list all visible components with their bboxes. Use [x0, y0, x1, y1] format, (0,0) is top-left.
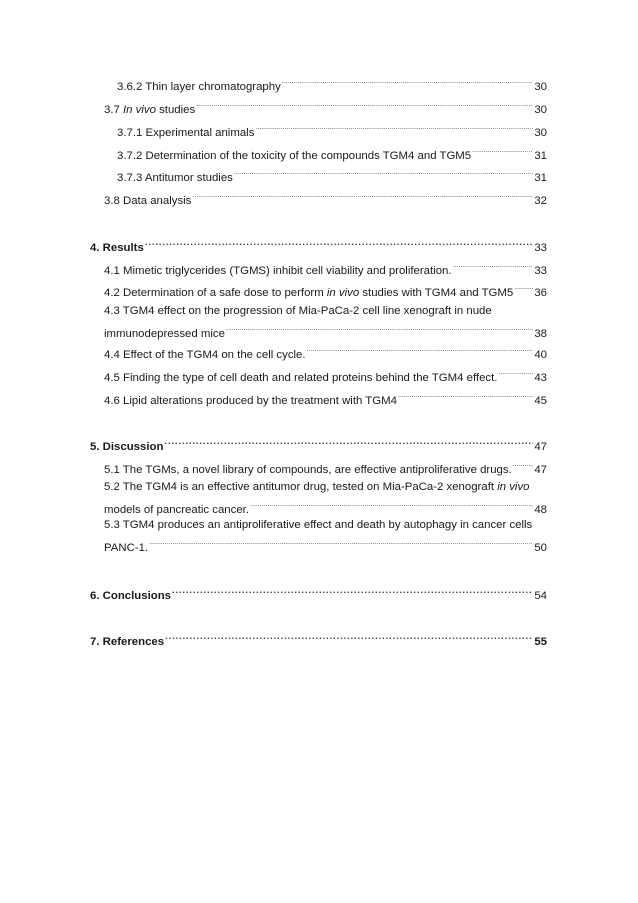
toc-entry[interactable]	[104, 343, 547, 363]
toc-entry-title: 4.1 Mimetic triglycerides (TGMS) inhibit cell viability and proliferation.	[104, 265, 452, 277]
toc-leader-dots	[472, 144, 533, 159]
toc-page-number: 54	[534, 590, 547, 602]
toc-entry-title: 3.7.3 Antitumor studies	[117, 172, 233, 184]
toc-entry-title: 3.8 Data analysis	[104, 195, 192, 207]
toc-page-number: 31	[534, 150, 547, 162]
toc-page-number: 30	[534, 81, 547, 93]
toc-entry-title-line2: immunodepressed mice	[104, 328, 225, 340]
toc-entry[interactable]	[104, 281, 547, 301]
toc-leader-dots	[398, 389, 533, 404]
toc-entry-title-line1: 4.3 TGM4 effect on the progression of Mia-PaCa-2 cell line xenograft in nude	[104, 305, 492, 317]
toc-leader-dots	[307, 343, 534, 358]
toc-entry[interactable]	[117, 144, 547, 164]
toc-page-number: 32	[534, 195, 547, 207]
toc-leader-dots	[192, 189, 533, 204]
toc-page-number: 47	[534, 441, 547, 453]
toc-leader-dots	[164, 435, 533, 450]
toc-entry-title: 6. Conclusions	[90, 590, 172, 602]
toc-entry[interactable]	[104, 98, 547, 118]
toc-leader-dots	[172, 584, 533, 599]
toc-entry[interactable]	[117, 75, 547, 95]
toc-entry[interactable]	[104, 518, 547, 556]
toc-chapter-entry[interactable]	[90, 236, 547, 256]
toc-entry[interactable]	[104, 366, 547, 386]
toc-leader-dots	[250, 498, 533, 513]
italic-term: in vivo	[497, 481, 530, 493]
toc-page-number: 36	[534, 287, 547, 299]
toc-page-number: 45	[534, 395, 547, 407]
toc-entry-title: 4.6 Lipid alterations produced by the treatment with TGM4	[104, 395, 397, 407]
toc-entry[interactable]	[104, 389, 547, 409]
toc-leader-dots	[282, 75, 534, 90]
toc-page-number: 38	[534, 328, 547, 340]
toc-page-number: 40	[534, 349, 547, 361]
toc-page-number: 55	[534, 636, 547, 648]
toc-chapter-entry[interactable]	[90, 630, 547, 650]
italic-term: In vivo	[123, 104, 156, 116]
toc-leader-dots	[255, 121, 533, 136]
toc-page-number: 30	[534, 127, 547, 139]
toc-entry-title: 7. References	[90, 636, 165, 648]
toc-leader-dots	[513, 458, 534, 473]
toc-leader-dots	[498, 366, 533, 381]
toc-entry-title: 4.4 Effect of the TGM4 on the cell cycle.	[104, 349, 306, 361]
toc-page-number: 30	[534, 104, 547, 116]
italic-term: in vivo	[326, 287, 360, 299]
toc-page-number: 47	[534, 464, 547, 476]
toc-entry[interactable]	[104, 259, 547, 279]
toc-entry-title: 5.1 The TGMs, a novel library of compounds, are effective antiproliferative drugs.	[104, 464, 512, 476]
toc-entry[interactable]	[117, 166, 547, 186]
toc-leader-dots	[145, 236, 534, 251]
toc-chapter-entry[interactable]	[90, 584, 547, 604]
toc-leader-dots	[234, 166, 533, 181]
toc-entry-title: 4.2 Determination of a safe dose to perform in vivo studies with TGM4 and TGM5	[104, 287, 514, 299]
toc-entry[interactable]	[104, 480, 547, 518]
toc-leader-dots	[226, 322, 533, 337]
toc-entry-title-line2: PANC-1.	[104, 542, 149, 554]
toc-entry-title: 3.6.2 Thin layer chromatography	[117, 81, 281, 93]
toc-entry[interactable]	[104, 304, 547, 342]
toc-leader-dots	[149, 536, 533, 551]
toc-entry-title: 3.7 In vivo studies	[104, 104, 196, 116]
toc-leader-dots	[453, 259, 534, 274]
toc-entry-title-line1: 5.2 The TGM4 is an effective antitumor drug, tested on Mia-PaCa-2 xenograft in vivo	[104, 481, 530, 493]
toc-entry-title: 3.7.1 Experimental animals	[117, 127, 255, 139]
toc-entry-title-line1: 5.3 TGM4 produces an antiproliferative effect and death by autophagy in cancer cells	[104, 519, 533, 531]
toc-page-number: 48	[534, 504, 547, 516]
toc-entry[interactable]	[104, 189, 547, 209]
toc-chapter-entry[interactable]	[90, 435, 547, 455]
toc-entry[interactable]	[117, 121, 547, 141]
toc-entry-title-line2: models of pancreatic cancer.	[104, 504, 249, 516]
toc-page-number: 31	[534, 172, 547, 184]
toc-leader-dots	[165, 630, 533, 645]
toc-page-number: 33	[534, 265, 547, 277]
toc-entry[interactable]	[104, 458, 547, 478]
toc-page-number: 33	[534, 242, 547, 254]
toc-leader-dots	[196, 98, 533, 113]
toc-leader-dots	[514, 281, 533, 296]
toc-entry-title: 4. Results	[90, 242, 144, 254]
toc-entry-title: 5. Discussion	[90, 441, 164, 453]
toc-entry-title: 4.5 Finding the type of cell death and related proteins behind the TGM4 effect.	[104, 372, 498, 384]
toc-page-number: 43	[534, 372, 547, 384]
toc-entry-title: 3.7.2 Determination of the toxicity of the compounds TGM4 and TGM5	[117, 150, 472, 162]
toc-page-number: 50	[534, 542, 547, 554]
